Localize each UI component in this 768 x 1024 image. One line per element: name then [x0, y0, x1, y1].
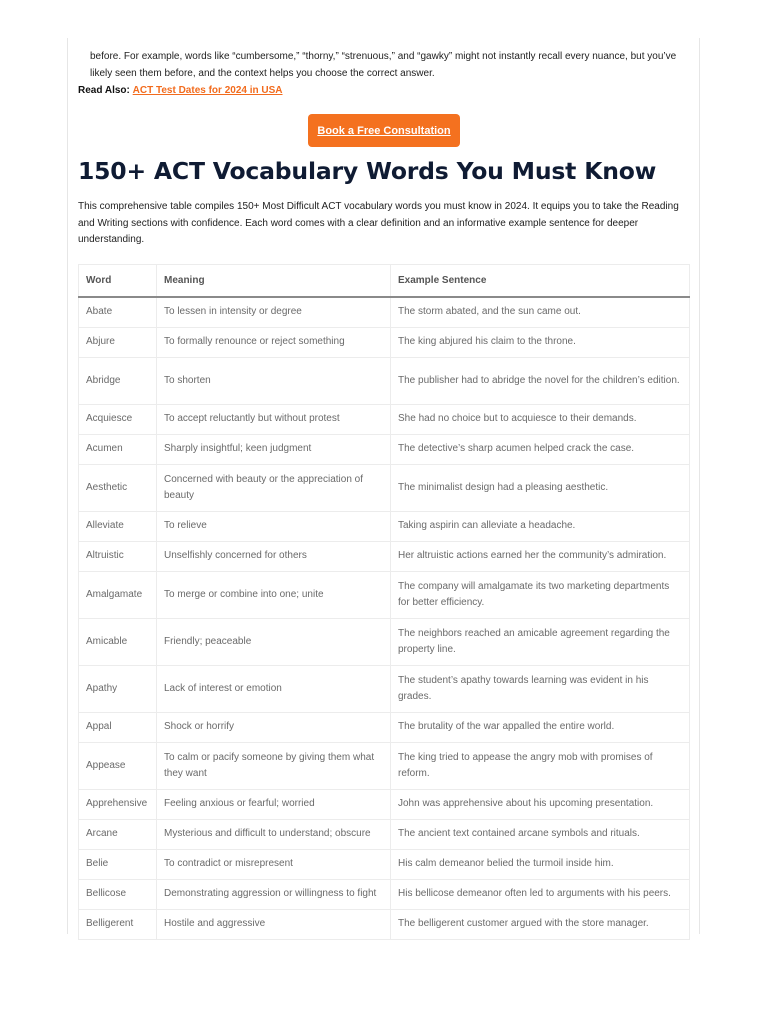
meaning-cell: To formally renounce or reject something [157, 328, 391, 358]
table-row [79, 880, 690, 910]
meaning-cell: Hostile and aggressive [157, 910, 391, 940]
meaning-cell: Shock or horrify [157, 713, 391, 743]
table-row [79, 820, 690, 850]
example-cell: His calm demeanor belied the turmoil inside him. [391, 850, 690, 880]
column-header-meaning: Meaning [157, 265, 391, 298]
lead-paragraph: This comprehensive table compiles 150+ Most Difficult ACT vocabulary words you must know in 2024. It equips you to take the Reading and Writing sections with confidence. Each word comes with a clear definition and an informative example sentence for deeper understanding. [78, 201, 679, 246]
example-cell: The king tried to appease the angry mob with promises of reform. [391, 743, 690, 790]
meaning-cell: To relieve [157, 512, 391, 542]
word-cell: Acumen [79, 435, 157, 465]
word-cell: Amicable [79, 619, 157, 666]
read-also [78, 84, 283, 97]
example-cell: His bellicose demeanor often led to arguments with his peers. [391, 880, 690, 910]
example-cell: The publisher had to abridge the novel for the children’s edition. [391, 358, 690, 405]
word-cell: Appal [79, 713, 157, 743]
read-also-link[interactable]: ACT Test Dates for 2024 in USA [132, 85, 283, 96]
example-cell: The student’s apathy towards learning was evident in his grades. [391, 666, 690, 713]
example-cell: John was apprehensive about his upcoming presentation. [391, 790, 690, 820]
word-cell: Apprehensive [79, 790, 157, 820]
example-cell: The ancient text contained arcane symbols and rituals. [391, 820, 690, 850]
word-cell: Abridge [79, 358, 157, 405]
word-cell: Abate [79, 297, 157, 328]
table-row [79, 542, 690, 572]
book-consultation-button[interactable]: Book a Free Consultation [308, 114, 460, 147]
example-cell: The minimalist design had a pleasing aesthetic. [391, 465, 690, 512]
meaning-cell: Concerned with beauty or the appreciation of beauty [157, 465, 391, 512]
table-row [79, 435, 690, 465]
meaning-cell: Friendly; peaceable [157, 619, 391, 666]
meaning-cell: To calm or pacify someone by giving them what they want [157, 743, 391, 790]
table-row [79, 405, 690, 435]
meaning-cell: To contradict or misrepresent [157, 850, 391, 880]
word-cell: Altruistic [79, 542, 157, 572]
intro-paragraph: before. For example, words like “cumbersome,” “thorny,” “strenuous,” and “gawky” might not instantly recall every nuance, but you’ve likely seen them before, and the context helps you choose the correct answer. [90, 51, 677, 79]
example-cell: The brutality of the war appalled the entire world. [391, 713, 690, 743]
table-row [79, 358, 690, 405]
table-row [79, 790, 690, 820]
meaning-cell: Demonstrating aggression or willingness to fight [157, 880, 391, 910]
meaning-cell: Sharply insightful; keen judgment [157, 435, 391, 465]
table-row [79, 910, 690, 940]
meaning-cell: To merge or combine into one; unite [157, 572, 391, 619]
meaning-cell: To shorten [157, 358, 391, 405]
word-cell: Belie [79, 850, 157, 880]
meaning-cell: Mysterious and difficult to understand; obscure [157, 820, 391, 850]
word-cell: Belligerent [79, 910, 157, 940]
meaning-cell: Feeling anxious or fearful; worried [157, 790, 391, 820]
example-cell: Her altruistic actions earned her the community’s admiration. [391, 542, 690, 572]
word-cell: Appease [79, 743, 157, 790]
table-row [79, 850, 690, 880]
table-row [79, 512, 690, 542]
word-cell: Aesthetic [79, 465, 157, 512]
word-cell: Apathy [79, 666, 157, 713]
example-cell: The company will amalgamate its two marketing departments for better efficiency. [391, 572, 690, 619]
example-cell: The storm abated, and the sun came out. [391, 297, 690, 328]
table-row [79, 713, 690, 743]
word-cell: Abjure [79, 328, 157, 358]
column-header-example: Example Sentence [391, 265, 690, 298]
word-cell: Arcane [79, 820, 157, 850]
vocabulary-table [78, 264, 690, 940]
page-title: 150+ ACT Vocabulary Words You Must Know [78, 157, 657, 185]
word-cell: Amalgamate [79, 572, 157, 619]
example-cell: Taking aspirin can alleviate a headache. [391, 512, 690, 542]
example-cell: She had no choice but to acquiesce to their demands. [391, 405, 690, 435]
word-cell: Bellicose [79, 880, 157, 910]
word-cell: Acquiesce [79, 405, 157, 435]
table-row [79, 743, 690, 790]
table-row [79, 328, 690, 358]
meaning-cell: Unselfishly concerned for others [157, 542, 391, 572]
meaning-cell: Lack of interest or emotion [157, 666, 391, 713]
content-border-right [699, 38, 700, 934]
meaning-cell: To accept reluctantly but without protest [157, 405, 391, 435]
content-border-left [67, 38, 68, 934]
table-row [79, 297, 690, 328]
table-row [79, 465, 690, 512]
table-row [79, 666, 690, 713]
column-header-word: Word [79, 265, 157, 298]
example-cell: The detective’s sharp acumen helped crack the case. [391, 435, 690, 465]
example-cell: The belligerent customer argued with the store manager. [391, 910, 690, 940]
read-also-label: Read Also: [78, 85, 130, 96]
example-cell: The neighbors reached an amicable agreement regarding the property line. [391, 619, 690, 666]
example-cell: The king abjured his claim to the throne. [391, 328, 690, 358]
meaning-cell: To lessen in intensity or degree [157, 297, 391, 328]
word-cell: Alleviate [79, 512, 157, 542]
table-row [79, 572, 690, 619]
table-row [79, 619, 690, 666]
table-header-row [79, 265, 690, 298]
